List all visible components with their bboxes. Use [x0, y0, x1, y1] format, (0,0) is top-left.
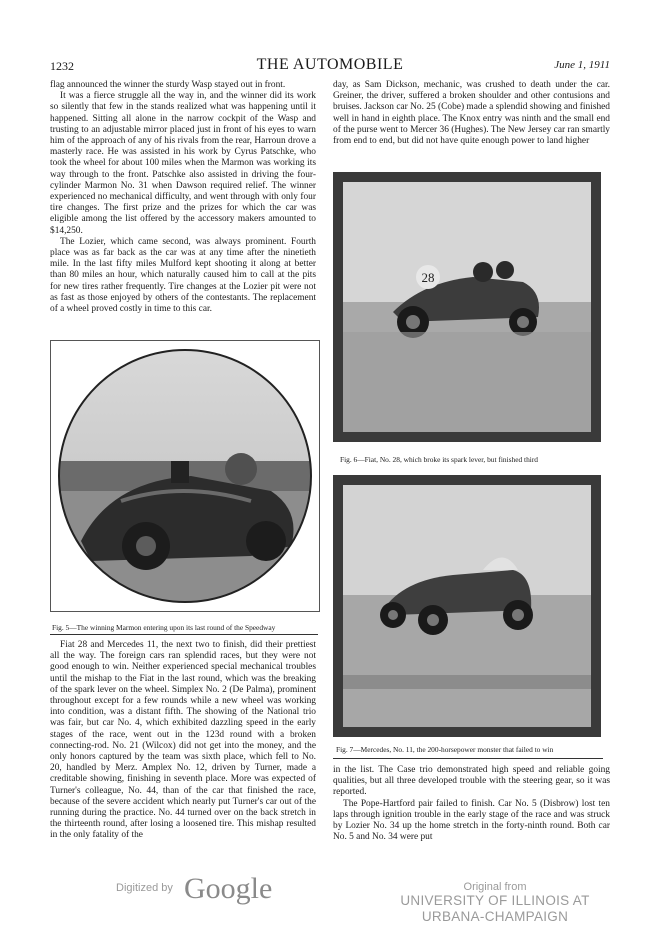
- fig5-photo: [51, 341, 319, 611]
- paragraph: The Lozier, which came second, was always prominent. Fourth place was as far back as the car was at any time after the ninetieth mile. In the last fifty miles Mulford kept shooting it along at better than 80 miles an hour, which naturally caused him to call at the pits for new tires rather frequently. Tire changes at the Lozier pit were not as fast as those enjoyed by others of the contestants. The replacement of a wheel proved costly in time to this car.: [50, 236, 316, 315]
- fig6-car-number: 28: [421, 270, 435, 285]
- fig5-photo-frame: [50, 340, 320, 612]
- paragraph: flag announced the winner the sturdy Wasp stayed out in front.: [50, 80, 286, 90]
- fig6-photo-frame: [333, 172, 601, 442]
- fig7-photo: [333, 475, 601, 737]
- paragraph: day, as Sam Dickson, mechanic, was crushed to death under the car. Greiner, the driver, suffered a broken shoulder and other contusions and bruises. Jackson car No. 25 (Cobe) made a splendid showing and finished well in hand in eighth place. The Knox entry was ninth and the small end of the purse went to Mercer 36 (Hughes). The New Jersey car ran smartly from end to end, but did not have quite enough power to land higher: [333, 80, 610, 147]
- issue-date: June 1, 1911: [554, 59, 610, 71]
- left-column-bottom-text: [50, 640, 316, 842]
- paragraph: Fiat 28 and Mercedes 11, the next two to finish, did their prettiest all the way. The foreign cars ran splendid races, but they were not good enough to win. Neither experienced special mechanical troubles until the mishap to the Fiat in the last round, which was the breaking of the spark lever on the wheel. Simplex No. 2 (De Palma), prominent throughout except for a few rounds while a new wheel was working into condition, was a distant fifth. The showing of the National trio was fair, but car No. 4, which exhibited dazzling speed in the early stages of the race, went out in the 123d round with a broken connecting-rod. No. 21 (Wilcox) did not get into the money, and the only honors captured by the team was sixth place, which fell to No. 20, handled by Merz. Amplex No. 12, driven by Turner, made a creditable showing, finishing in seventh place. More was expected of Turner's colleague, No. 44, than of the car that finished the race, because of the severe accident which nearly put Turner's car out of the running during the practice. No. 44 turned over on the back stretch in the thirteenth round, after losing a loosened tire. This mishap resulted in the only fatality of the: [50, 640, 316, 841]
- paragraph: The Pope-Hartford pair failed to finish. Car No. 5 (Disbrow) lost ten laps through ignition trouble in the early stage of the race and was struck by Lozier No. 34 up the home stretch in the forty-ninth round. Both car No. 5 and No. 34 were put: [333, 798, 610, 843]
- fig6-photo: [333, 172, 601, 442]
- paragraph: It was a fierce struggle all the way in, and the winner did its work so silently that few in the stands realized what was happening until it happened. Sitting all alone in the narrow cockpit of the Wasp and trusting to an adjustable mirror placed just in front of his eyes to warn him of the approach of any of his rivals from the rear, Harroun drove a masterly race. He was assisted in his work by Cyrus Patschke, who took the wheel for about 100 miles when the Marmon was working its way through to the front. Patschke also assisted in driving the four-cylinder Marmon No. 31 when Dawson required relief. The winner experienced no mechanical difficulty, and went through with only four tire changes. The first prize and the prizes for which the car was eligible among the list offered by the accessory makers amounted to $14,250.: [50, 91, 316, 236]
- google-logo: Google: [184, 872, 273, 905]
- fig6-caption: Fig. 6—Fiat, No. 28, which broke its spark lever, but finished third: [340, 455, 538, 464]
- right-column-top-text: [333, 80, 610, 147]
- original-from-label: Original from: [463, 881, 527, 893]
- paragraph: in the list. The Case trio demonstrated high speed and reliable going qualities, but all three developed trouble with the steering gear, so it was reported.: [333, 765, 610, 798]
- institution-line-1: UNIVERSITY OF ILLINOIS AT: [400, 893, 590, 908]
- institution-line-2: URBANA-CHAMPAIGN: [421, 909, 569, 924]
- left-column-top-text: [50, 80, 316, 315]
- journal-title: THE AUTOMOBILE: [256, 56, 404, 73]
- fig5-caption: Fig. 5—The winning Marmon entering upon its last round of the Speedway: [52, 623, 276, 632]
- page-number: 1232: [50, 59, 74, 73]
- page-header: [50, 56, 610, 76]
- caption-divider: [333, 758, 603, 759]
- caption-divider: [50, 634, 318, 635]
- fig7-photo-frame: [333, 475, 601, 737]
- fig7-caption: Fig. 7—Mercedes, No. 11, the 200-horsepower monster that failed to win: [336, 745, 554, 754]
- right-column-bottom-text: [333, 765, 610, 843]
- original-from-block: [390, 881, 600, 925]
- digitized-by-label: Digitized by: [116, 882, 173, 894]
